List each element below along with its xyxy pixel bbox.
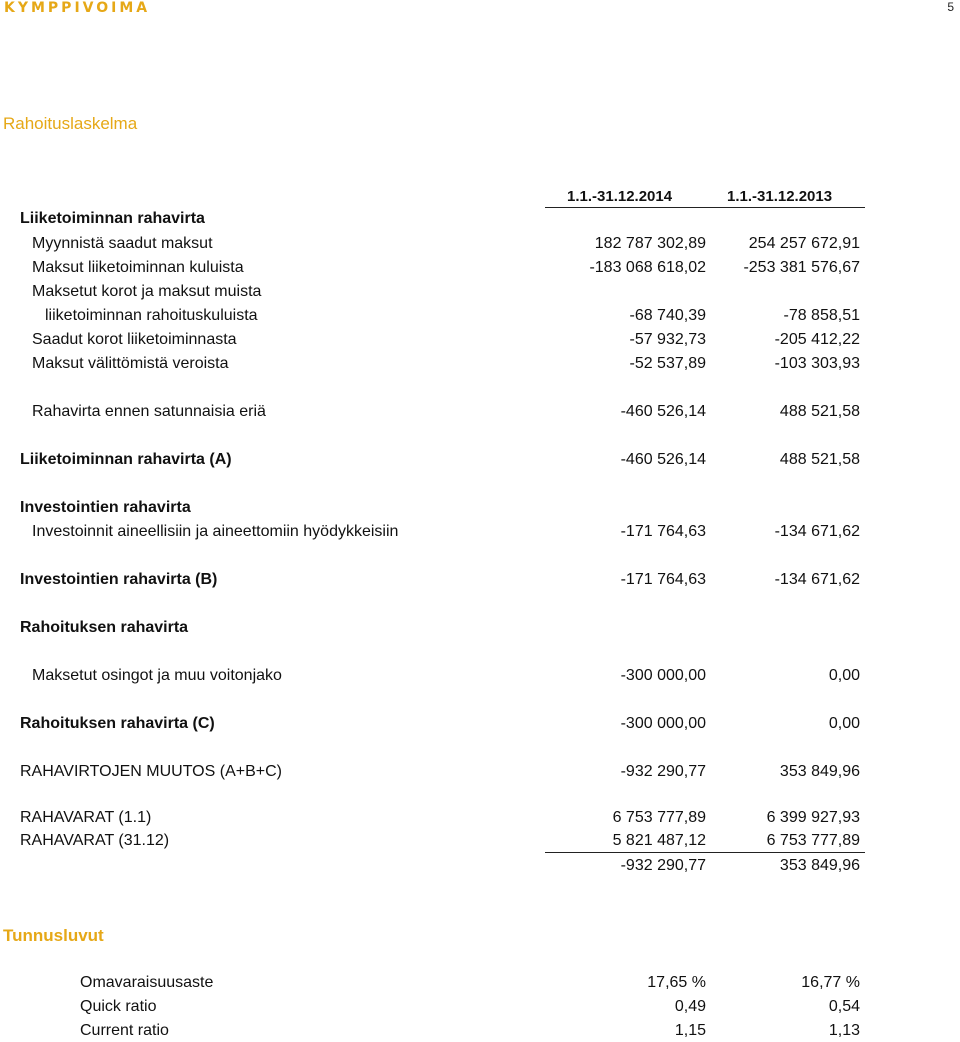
value-2014: -460 526,14 [620, 451, 706, 468]
ratio-value-2013: 0,54 [828, 998, 860, 1015]
table-row [0, 257, 960, 279]
company-logo: KYMPPIVOIMA [4, 0, 151, 16]
row-label: Maksetut osingot ja muu voitonjako [32, 667, 282, 684]
value-2014: -52 537,89 [629, 355, 706, 372]
ratio-row [0, 1020, 960, 1042]
value-2013: 353 849,96 [779, 763, 860, 780]
value-2014: -460 526,14 [620, 403, 706, 420]
row-label: Maksut välittömistä veroista [32, 355, 229, 372]
table-row [0, 855, 960, 877]
value-2014: -932 290,77 [620, 857, 706, 874]
value-2014: 5 821 487,12 [612, 832, 706, 849]
table-row [0, 401, 960, 423]
ratios-title: Tunnusluvut [3, 926, 104, 945]
value-2014: 182 787 302,89 [594, 235, 706, 252]
value-2014: -932 290,77 [620, 763, 706, 780]
table-row [0, 353, 960, 375]
table-row [0, 233, 960, 255]
value-2013: 254 257 672,91 [748, 235, 860, 252]
value-2014: -300 000,00 [620, 715, 706, 732]
value-2013: 0,00 [828, 715, 860, 732]
value-2013: 0,00 [828, 667, 860, 684]
value-2014: 6 753 777,89 [612, 809, 706, 826]
ratio-label: Current ratio [80, 1022, 169, 1039]
row-label: Investointien rahavirta [20, 499, 191, 516]
value-2013: -134 671,62 [774, 571, 860, 588]
table-row [0, 497, 960, 519]
row-label: Investoinnit aineellisiin ja aineettomiin hyödykkeisiin [32, 523, 399, 540]
column-header-2014: 1.1.-31.12.2014 [567, 188, 673, 205]
value-2014: -183 068 618,02 [589, 259, 706, 276]
value-2014: -171 764,63 [620, 571, 706, 588]
row-label: Maksut liiketoiminnan kuluista [32, 259, 244, 276]
table-row [0, 761, 960, 783]
ratio-value-2014: 17,65 % [647, 974, 706, 991]
value-2013: 6 753 777,89 [766, 832, 860, 849]
row-label: RAHAVARAT (1.1) [20, 809, 152, 826]
value-2014: -171 764,63 [620, 523, 706, 540]
table-row [0, 521, 960, 543]
table-row [0, 807, 960, 829]
value-2013: -253 381 576,67 [743, 259, 860, 276]
column-header-2013: 1.1.-31.12.2013 [727, 188, 833, 205]
row-label: Rahoituksen rahavirta (C) [20, 715, 215, 732]
value-2013: 488 521,58 [779, 403, 860, 420]
row-label: Maksetut korot ja maksut muista [32, 283, 262, 300]
ratio-row [0, 972, 960, 994]
value-2013: -103 303,93 [774, 355, 860, 372]
table-row [0, 208, 960, 230]
table-row [0, 449, 960, 471]
total-underline [545, 852, 865, 853]
ratio-value-2014: 0,49 [674, 998, 706, 1015]
row-label: Liiketoiminnan rahavirta [20, 210, 205, 227]
row-label: RAHAVARAT (31.12) [20, 832, 170, 849]
row-label: Rahavirta ennen satunnaisia eriä [32, 403, 266, 420]
table-row [0, 713, 960, 735]
row-label: Investointien rahavirta (B) [20, 571, 218, 588]
table-row [0, 830, 960, 852]
ratio-value-2013: 16,77 % [801, 974, 860, 991]
value-2013: -78 858,51 [783, 307, 860, 324]
row-label: Rahoituksen rahavirta [20, 619, 189, 636]
value-2013: 6 399 927,93 [766, 809, 860, 826]
table-row [0, 329, 960, 351]
value-2014: -300 000,00 [620, 667, 706, 684]
cashflow-title: Rahoituslaskelma [3, 114, 138, 133]
table-row [0, 617, 960, 639]
value-2014: -68 740,39 [629, 307, 706, 324]
table-row [0, 305, 960, 327]
ratio-label: Omavaraisuusaste [80, 974, 214, 991]
page-number: 5 [947, 0, 954, 14]
row-label: liiketoiminnan rahoituskuluista [45, 307, 258, 324]
row-label: Liiketoiminnan rahavirta (A) [20, 451, 232, 468]
table-row [0, 569, 960, 591]
value-2013: -205 412,22 [774, 331, 860, 348]
ratio-row [0, 996, 960, 1018]
ratio-value-2014: 1,15 [674, 1022, 706, 1039]
table-row [0, 281, 960, 303]
value-2013: 353 849,96 [779, 857, 860, 874]
ratio-label: Quick ratio [80, 998, 157, 1015]
row-label: RAHAVIRTOJEN MUUTOS (A+B+C) [20, 763, 282, 780]
row-label: Saadut korot liiketoiminnasta [32, 331, 237, 348]
ratio-value-2013: 1,13 [828, 1022, 860, 1039]
row-label: Myynnistä saadut maksut [32, 235, 213, 252]
table-row [0, 665, 960, 687]
value-2013: -134 671,62 [774, 523, 860, 540]
value-2014: -57 932,73 [629, 331, 706, 348]
value-2013: 488 521,58 [779, 451, 860, 468]
